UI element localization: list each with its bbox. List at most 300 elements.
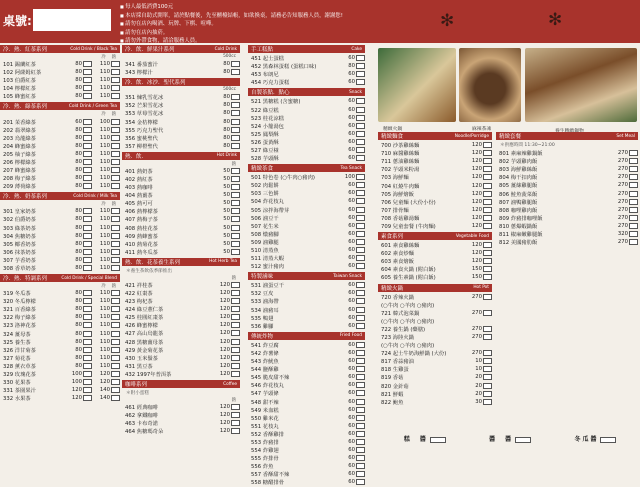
order-box[interactable]	[600, 437, 616, 443]
quantity-box[interactable]	[231, 192, 240, 198]
menu-item[interactable]	[122, 142, 240, 150]
menu-item[interactable]	[378, 141, 492, 149]
quantity-box[interactable]	[83, 167, 92, 173]
quantity-box[interactable]	[629, 150, 638, 156]
menu-item[interactable]	[122, 60, 240, 68]
menu-item[interactable]	[248, 230, 365, 238]
quantity-box[interactable]	[356, 139, 365, 145]
menu-item[interactable]	[0, 264, 120, 272]
menu-item[interactable]	[496, 206, 638, 214]
menu-item[interactable]	[378, 357, 492, 365]
quantity-box[interactable]	[231, 102, 240, 108]
quantity-box[interactable]	[111, 175, 120, 181]
menu-item[interactable]	[0, 370, 120, 378]
menu-item[interactable]	[0, 174, 120, 182]
quantity-box[interactable]	[231, 94, 240, 100]
quantity-box[interactable]	[111, 93, 120, 99]
menu-item[interactable]	[248, 97, 365, 105]
quantity-box[interactable]	[83, 395, 92, 401]
quantity-box[interactable]	[483, 174, 492, 180]
menu-item[interactable]	[248, 78, 365, 86]
menu-item[interactable]	[378, 257, 492, 265]
menu-item[interactable]	[0, 386, 120, 394]
quantity-box[interactable]	[483, 358, 492, 364]
quantity-box[interactable]	[83, 77, 92, 83]
quantity-box[interactable]	[483, 183, 492, 189]
quantity-box[interactable]	[83, 151, 92, 157]
order-box[interactable]	[515, 437, 531, 443]
quantity-box[interactable]	[629, 182, 638, 188]
quantity-box[interactable]	[83, 363, 92, 369]
quantity-box[interactable]	[111, 347, 120, 353]
menu-item[interactable]	[378, 181, 492, 189]
menu-item[interactable]	[248, 189, 365, 197]
menu-item[interactable]	[0, 305, 120, 313]
menu-item[interactable]	[122, 191, 240, 199]
menu-item[interactable]	[0, 232, 120, 240]
menu-item[interactable]	[0, 346, 120, 354]
quantity-box[interactable]	[111, 355, 120, 361]
quantity-box[interactable]	[356, 131, 365, 137]
menu-item[interactable]	[122, 297, 240, 305]
quantity-box[interactable]	[356, 415, 365, 421]
menu-item[interactable]	[0, 158, 120, 166]
quantity-box[interactable]	[629, 191, 638, 197]
quantity-box[interactable]	[111, 298, 120, 304]
quantity-box[interactable]	[231, 412, 240, 418]
quantity-box[interactable]	[83, 135, 92, 141]
quantity-box[interactable]	[111, 241, 120, 247]
quantity-box[interactable]	[483, 142, 492, 148]
quantity-box[interactable]	[356, 447, 365, 453]
quantity-box[interactable]	[83, 249, 92, 255]
menu-item[interactable]	[248, 381, 365, 389]
quantity-box[interactable]	[111, 167, 120, 173]
menu-item[interactable]	[378, 309, 492, 317]
menu-item[interactable]	[248, 114, 365, 122]
quantity-box[interactable]	[111, 233, 120, 239]
quantity-box[interactable]	[483, 191, 492, 197]
menu-item[interactable]	[248, 181, 365, 189]
quantity-box[interactable]	[356, 366, 365, 372]
menu-item[interactable]	[122, 305, 240, 313]
menu-item[interactable]	[378, 157, 492, 165]
menu-item[interactable]	[248, 173, 365, 181]
quantity-box[interactable]	[231, 241, 240, 247]
quantity-box[interactable]	[356, 471, 365, 477]
menu-item[interactable]	[0, 126, 120, 134]
quantity-box[interactable]	[356, 155, 365, 161]
quantity-box[interactable]	[356, 479, 365, 485]
menu-item[interactable]	[378, 273, 492, 281]
menu-item[interactable]	[0, 117, 120, 125]
menu-item[interactable]	[248, 70, 365, 78]
menu-item[interactable]	[248, 289, 365, 297]
quantity-box[interactable]	[483, 158, 492, 164]
menu-item[interactable]	[0, 182, 120, 190]
quantity-box[interactable]	[111, 314, 120, 320]
menu-item[interactable]	[122, 199, 240, 207]
menu-item[interactable]	[122, 419, 240, 427]
menu-item[interactable]	[0, 224, 120, 232]
quantity-box[interactable]	[111, 265, 120, 271]
quantity-box[interactable]	[483, 326, 492, 332]
quantity-box[interactable]	[111, 371, 120, 377]
quantity-box[interactable]	[356, 298, 365, 304]
quantity-box[interactable]	[356, 79, 365, 85]
quantity-box[interactable]	[83, 233, 92, 239]
quantity-box[interactable]	[629, 223, 638, 229]
quantity-box[interactable]	[83, 61, 92, 67]
quantity-box[interactable]	[483, 374, 492, 380]
menu-item[interactable]	[378, 373, 492, 381]
quantity-box[interactable]	[83, 93, 92, 99]
quantity-box[interactable]	[356, 315, 365, 321]
quantity-box[interactable]	[83, 265, 92, 271]
quantity-box[interactable]	[111, 69, 120, 75]
menu-item[interactable]	[122, 93, 240, 101]
menu-item[interactable]	[0, 330, 120, 338]
quantity-box[interactable]	[231, 404, 240, 410]
menu-item[interactable]	[122, 224, 240, 232]
menu-item[interactable]	[248, 430, 365, 438]
menu-item[interactable]	[496, 149, 638, 157]
menu-item[interactable]	[122, 167, 240, 175]
quantity-box[interactable]	[356, 307, 365, 313]
menu-item[interactable]	[248, 373, 365, 381]
menu-item[interactable]	[378, 341, 492, 349]
menu-item[interactable]	[122, 183, 240, 191]
menu-item[interactable]	[248, 262, 365, 270]
quantity-box[interactable]	[111, 216, 120, 222]
menu-item[interactable]	[0, 92, 120, 100]
quantity-box[interactable]	[356, 323, 365, 329]
menu-item[interactable]	[0, 240, 120, 248]
menu-item[interactable]	[248, 406, 365, 414]
menu-item[interactable]	[248, 246, 365, 254]
menu-item[interactable]	[496, 165, 638, 173]
menu-item[interactable]	[0, 207, 120, 215]
menu-item[interactable]	[122, 411, 240, 419]
menu-item[interactable]	[248, 414, 365, 422]
menu-item[interactable]	[248, 438, 365, 446]
menu-item[interactable]	[248, 349, 365, 357]
menu-item[interactable]	[0, 142, 120, 150]
menu-item[interactable]	[248, 341, 365, 349]
quantity-box[interactable]	[231, 168, 240, 174]
quantity-box[interactable]	[231, 249, 240, 255]
quantity-box[interactable]	[629, 158, 638, 164]
menu-item[interactable]	[122, 321, 240, 329]
quantity-box[interactable]	[356, 239, 365, 245]
menu-item[interactable]	[0, 321, 120, 329]
menu-item[interactable]	[122, 68, 240, 76]
quantity-box[interactable]	[111, 119, 120, 125]
quantity-box[interactable]	[111, 77, 120, 83]
menu-item[interactable]	[248, 138, 365, 146]
quantity-box[interactable]	[356, 255, 365, 261]
quantity-box[interactable]	[231, 216, 240, 222]
quantity-box[interactable]	[111, 61, 120, 67]
quantity-box[interactable]	[629, 174, 638, 180]
quantity-box[interactable]	[629, 231, 638, 237]
quantity-box[interactable]	[231, 225, 240, 231]
quantity-box[interactable]	[111, 143, 120, 149]
menu-item[interactable]	[122, 101, 240, 109]
menu-item[interactable]	[122, 248, 240, 256]
quantity-box[interactable]	[231, 347, 240, 353]
quantity-box[interactable]	[356, 342, 365, 348]
quantity-box[interactable]	[83, 241, 92, 247]
menu-item[interactable]	[248, 54, 365, 62]
menu-item[interactable]	[122, 427, 240, 435]
quantity-box[interactable]	[483, 366, 492, 372]
menu-item[interactable]	[122, 289, 240, 297]
menu-item[interactable]	[378, 265, 492, 273]
quantity-box[interactable]	[483, 399, 492, 405]
menu-item[interactable]	[248, 146, 365, 154]
quantity-box[interactable]	[83, 339, 92, 345]
quantity-box[interactable]	[483, 350, 492, 356]
menu-item[interactable]	[0, 256, 120, 264]
menu-item[interactable]	[0, 338, 120, 346]
menu-item[interactable]	[378, 214, 492, 222]
quantity-box[interactable]	[483, 199, 492, 205]
quantity-box[interactable]	[111, 151, 120, 157]
menu-item[interactable]	[378, 398, 492, 406]
quantity-box[interactable]	[356, 282, 365, 288]
quantity-box[interactable]	[231, 428, 240, 434]
quantity-box[interactable]	[83, 127, 92, 133]
quantity-box[interactable]	[231, 200, 240, 206]
quantity-box[interactable]	[111, 85, 120, 91]
quantity-box[interactable]	[231, 184, 240, 190]
menu-item[interactable]	[122, 338, 240, 346]
quantity-box[interactable]	[356, 198, 365, 204]
menu-item[interactable]	[378, 149, 492, 157]
menu-item[interactable]	[496, 157, 638, 165]
quantity-box[interactable]	[111, 379, 120, 385]
quantity-box[interactable]	[83, 379, 92, 385]
quantity-box[interactable]	[111, 225, 120, 231]
quantity-box[interactable]	[111, 257, 120, 263]
menu-item[interactable]	[248, 62, 365, 70]
quantity-box[interactable]	[629, 215, 638, 221]
menu-item[interactable]	[378, 382, 492, 390]
menu-item[interactable]	[378, 317, 492, 325]
menu-item[interactable]	[378, 390, 492, 398]
menu-item[interactable]	[248, 322, 365, 330]
quantity-box[interactable]	[483, 207, 492, 213]
quantity-box[interactable]	[356, 231, 365, 237]
quantity-box[interactable]	[111, 290, 120, 296]
menu-item[interactable]	[248, 105, 365, 113]
menu-item[interactable]	[496, 214, 638, 222]
menu-item[interactable]	[122, 207, 240, 215]
menu-item[interactable]	[248, 122, 365, 130]
menu-item[interactable]	[378, 173, 492, 181]
table-number-box[interactable]	[33, 9, 111, 31]
menu-item[interactable]	[248, 446, 365, 454]
quantity-box[interactable]	[356, 455, 365, 461]
quantity-box[interactable]	[356, 374, 365, 380]
quantity-box[interactable]	[111, 306, 120, 312]
menu-item[interactable]	[378, 206, 492, 214]
menu-item[interactable]	[0, 378, 120, 386]
quantity-box[interactable]	[83, 355, 92, 361]
quantity-box[interactable]	[356, 215, 365, 221]
quantity-box[interactable]	[356, 223, 365, 229]
menu-item[interactable]	[378, 365, 492, 373]
quantity-box[interactable]	[356, 290, 365, 296]
menu-item[interactable]	[122, 109, 240, 117]
menu-item[interactable]	[496, 181, 638, 189]
menu-item[interactable]	[496, 238, 638, 246]
menu-item[interactable]	[122, 281, 240, 289]
quantity-box[interactable]	[231, 119, 240, 125]
quantity-box[interactable]	[111, 159, 120, 165]
quantity-box[interactable]	[231, 314, 240, 320]
quantity-box[interactable]	[231, 339, 240, 345]
quantity-box[interactable]	[83, 143, 92, 149]
quantity-box[interactable]	[356, 463, 365, 469]
quantity-box[interactable]	[231, 176, 240, 182]
menu-item[interactable]	[378, 198, 492, 206]
menu-item[interactable]	[0, 60, 120, 68]
quantity-box[interactable]	[83, 69, 92, 75]
menu-item[interactable]	[122, 354, 240, 362]
quantity-box[interactable]	[231, 135, 240, 141]
quantity-box[interactable]	[483, 223, 492, 229]
menu-item[interactable]	[248, 454, 365, 462]
quantity-box[interactable]	[83, 225, 92, 231]
quantity-box[interactable]	[356, 207, 365, 213]
quantity-box[interactable]	[83, 208, 92, 214]
menu-item[interactable]	[248, 238, 365, 246]
quantity-box[interactable]	[483, 266, 492, 272]
quantity-box[interactable]	[483, 334, 492, 340]
quantity-box[interactable]	[231, 371, 240, 377]
menu-item[interactable]	[248, 357, 365, 365]
quantity-box[interactable]	[111, 249, 120, 255]
menu-item[interactable]	[0, 68, 120, 76]
menu-item[interactable]	[0, 394, 120, 402]
menu-item[interactable]	[248, 130, 365, 138]
menu-item[interactable]	[122, 134, 240, 142]
menu-item[interactable]	[122, 403, 240, 411]
quantity-box[interactable]	[231, 298, 240, 304]
menu-item[interactable]	[0, 84, 120, 92]
menu-item[interactable]	[248, 397, 365, 405]
menu-item[interactable]	[378, 190, 492, 198]
quantity-box[interactable]	[483, 274, 492, 280]
menu-item[interactable]	[122, 240, 240, 248]
quantity-box[interactable]	[231, 208, 240, 214]
menu-item[interactable]	[0, 166, 120, 174]
menu-item[interactable]	[248, 197, 365, 205]
menu-item[interactable]	[248, 254, 365, 262]
quantity-box[interactable]	[483, 250, 492, 256]
quantity-box[interactable]	[231, 61, 240, 67]
menu-item[interactable]	[0, 313, 120, 321]
menu-item[interactable]	[0, 248, 120, 256]
order-box[interactable]	[430, 437, 446, 443]
menu-item[interactable]	[248, 154, 365, 162]
quantity-box[interactable]	[356, 174, 365, 180]
menu-item[interactable]	[0, 297, 120, 305]
quantity-box[interactable]	[356, 358, 365, 364]
quantity-box[interactable]	[356, 190, 365, 196]
quantity-box[interactable]	[111, 395, 120, 401]
menu-item[interactable]	[122, 370, 240, 378]
menu-item[interactable]	[122, 329, 240, 337]
quantity-box[interactable]	[83, 257, 92, 263]
menu-item[interactable]	[122, 313, 240, 321]
quantity-box[interactable]	[111, 183, 120, 189]
quantity-box[interactable]	[83, 331, 92, 337]
menu-item[interactable]	[0, 362, 120, 370]
quantity-box[interactable]	[356, 399, 365, 405]
menu-item[interactable]	[248, 281, 365, 289]
menu-item[interactable]	[122, 117, 240, 125]
menu-item[interactable]	[496, 189, 638, 197]
menu-item[interactable]	[378, 333, 492, 341]
quantity-box[interactable]	[629, 207, 638, 213]
quantity-box[interactable]	[483, 310, 492, 316]
menu-item[interactable]	[248, 214, 365, 222]
menu-item[interactable]	[378, 249, 492, 257]
menu-item[interactable]	[122, 346, 240, 354]
menu-item[interactable]	[0, 215, 120, 223]
quantity-box[interactable]	[111, 208, 120, 214]
quantity-box[interactable]	[231, 330, 240, 336]
quantity-box[interactable]	[83, 306, 92, 312]
quantity-box[interactable]	[231, 355, 240, 361]
quantity-box[interactable]	[483, 150, 492, 156]
quantity-box[interactable]	[483, 294, 492, 300]
menu-item[interactable]	[378, 241, 492, 249]
menu-item[interactable]	[248, 314, 365, 322]
quantity-box[interactable]	[83, 314, 92, 320]
quantity-box[interactable]	[231, 420, 240, 426]
quantity-box[interactable]	[83, 387, 92, 393]
menu-item[interactable]	[248, 389, 365, 397]
quantity-box[interactable]	[629, 199, 638, 205]
quantity-box[interactable]	[356, 71, 365, 77]
menu-item[interactable]	[496, 198, 638, 206]
quantity-box[interactable]	[231, 306, 240, 312]
menu-item[interactable]	[248, 478, 365, 486]
quantity-box[interactable]	[231, 127, 240, 133]
quantity-box[interactable]	[483, 166, 492, 172]
quantity-box[interactable]	[231, 233, 240, 239]
quantity-box[interactable]	[83, 322, 92, 328]
quantity-box[interactable]	[111, 135, 120, 141]
menu-item[interactable]	[248, 206, 365, 214]
quantity-box[interactable]	[356, 55, 365, 61]
quantity-box[interactable]	[111, 387, 120, 393]
quantity-box[interactable]	[356, 115, 365, 121]
quantity-box[interactable]	[483, 383, 492, 389]
menu-item[interactable]	[378, 325, 492, 333]
quantity-box[interactable]	[231, 282, 240, 288]
menu-item[interactable]	[248, 422, 365, 430]
quantity-box[interactable]	[83, 347, 92, 353]
menu-item[interactable]	[122, 175, 240, 183]
quantity-box[interactable]	[231, 322, 240, 328]
quantity-box[interactable]	[356, 63, 365, 69]
quantity-box[interactable]	[356, 382, 365, 388]
